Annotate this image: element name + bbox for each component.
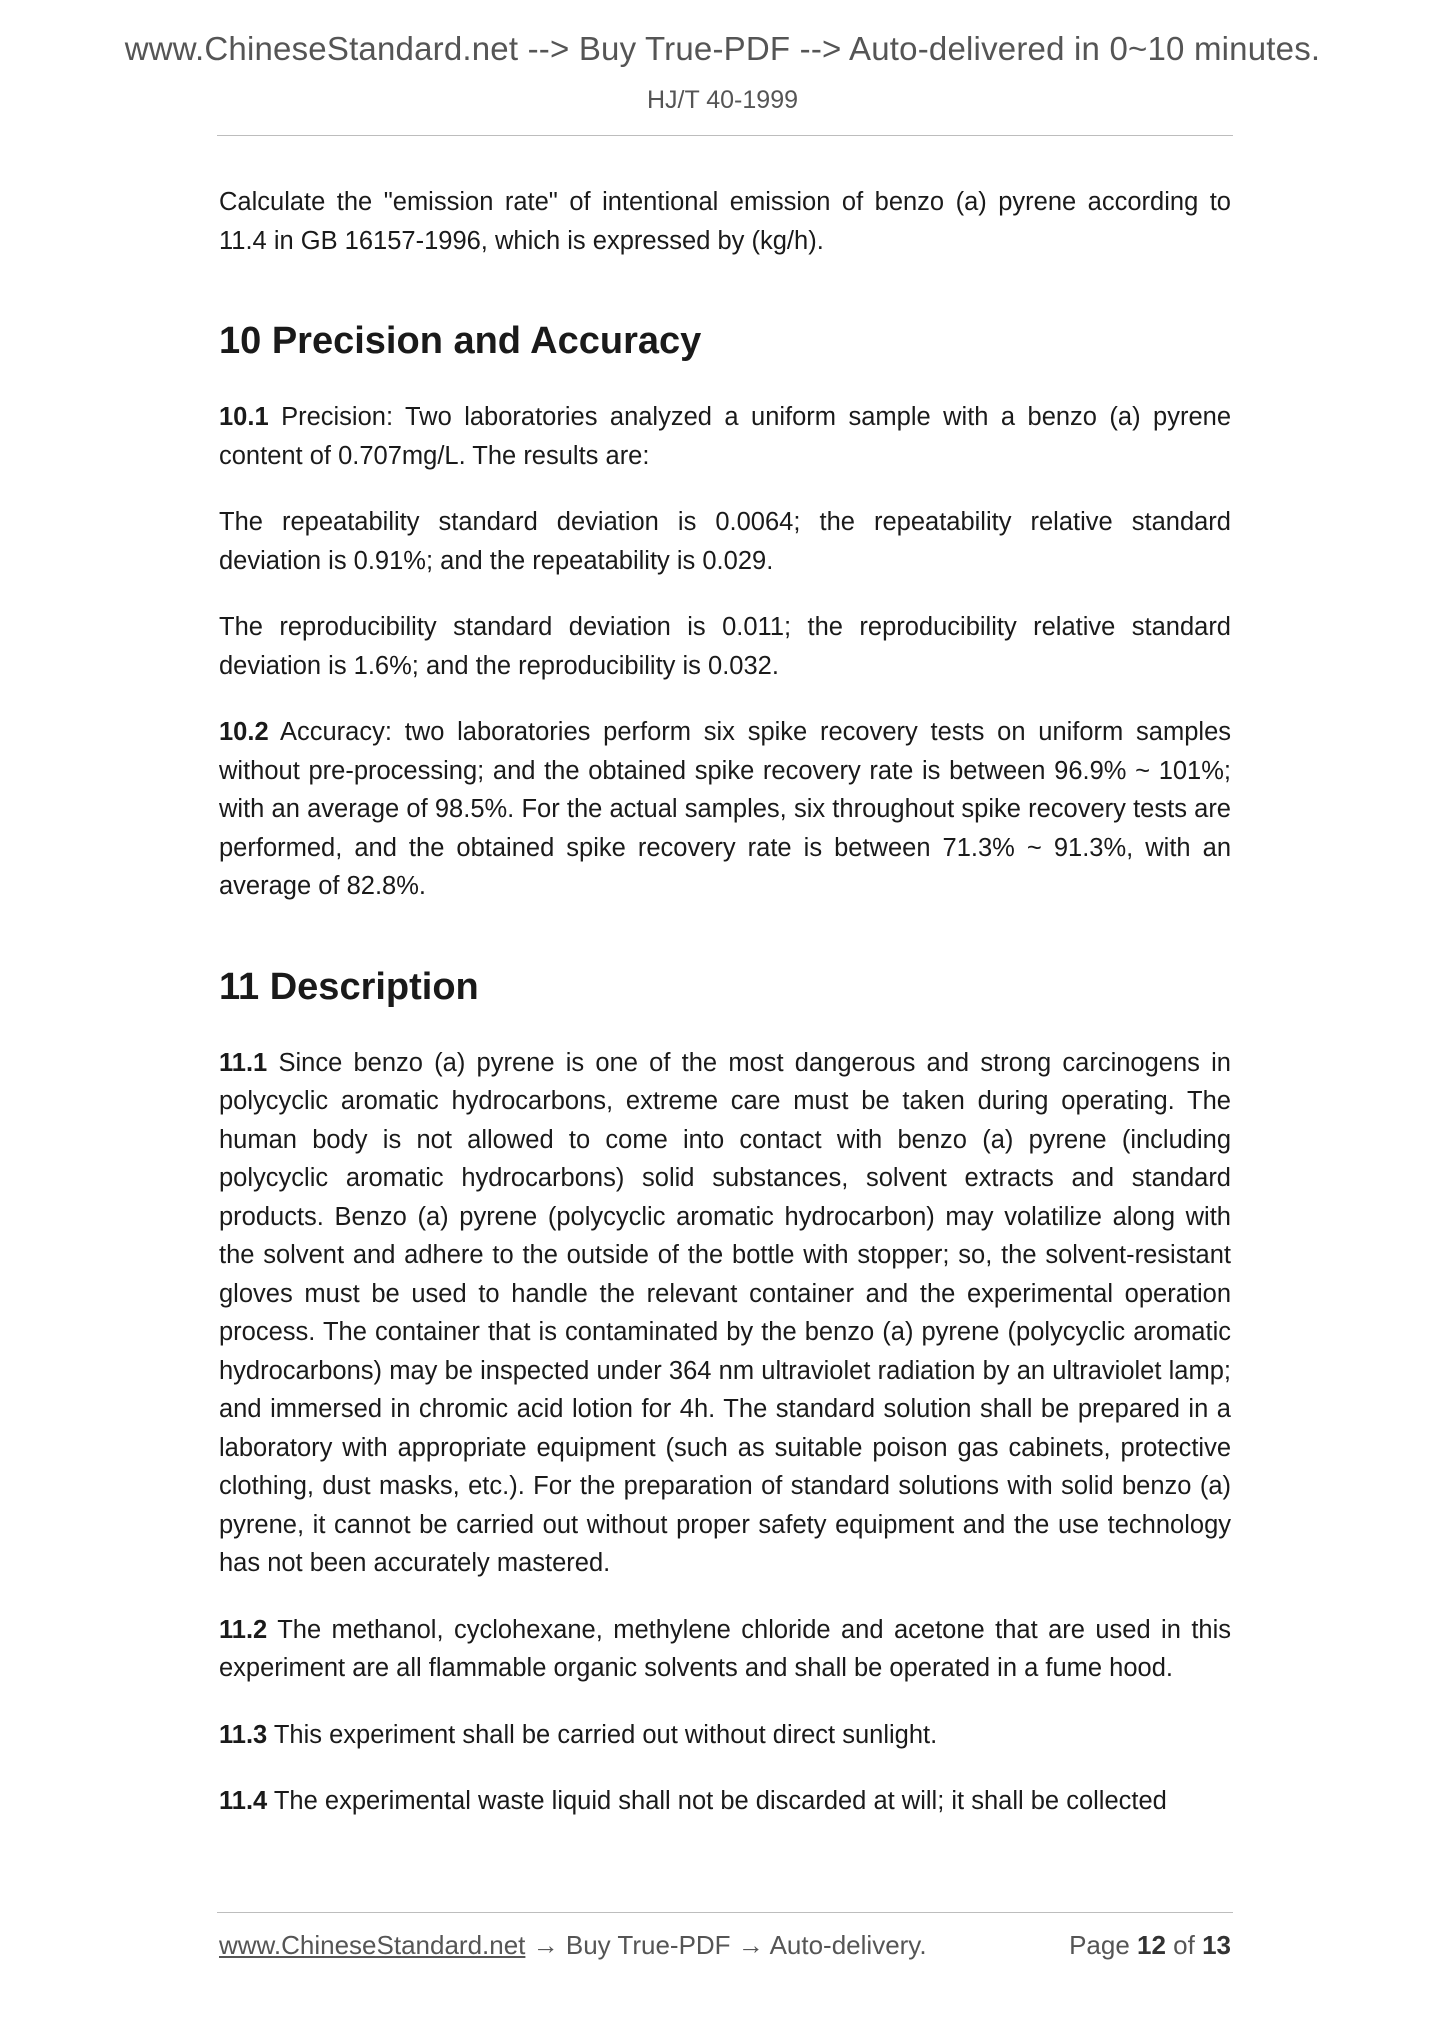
clause-number: 11.1 (219, 1048, 268, 1077)
clause-text: Precision: Two laboratories analyzed a uniform sample with a benzo (a) pyrene content of 0.707mg/L. The results are: (219, 403, 1231, 470)
clause-text: This experiment shall be carried out without direct sunlight. (267, 1720, 938, 1749)
paragraph-11-2 (219, 1611, 1231, 1688)
page-of: of (1165, 1930, 1203, 1960)
document-body (219, 183, 1231, 1849)
paragraph-11-3 (219, 1716, 1231, 1755)
clause-number: 10.2 (219, 718, 269, 746)
page-total: 13 (1202, 1930, 1231, 1960)
intro-paragraph: Calculate the "emission rate" of intentional emission of benzo (a) pyrene according to 11.4 in GB 16157-1996, which is expressed by (kg/h). (219, 188, 1231, 255)
paragraph-11-4 (219, 1782, 1231, 1821)
paragraph-11-1 (219, 1044, 1231, 1583)
clause-text: The experimental waste liquid shall not be discarded at will; it shall be collected (267, 1787, 1167, 1815)
page-current: 12 (1137, 1930, 1166, 1960)
paragraph-10-1 (219, 398, 1231, 475)
standard-code: HJ/T 40-1999 (646, 86, 798, 114)
header-divider (217, 135, 1233, 136)
clause-number: 11.4 (219, 1787, 268, 1815)
paragraph-10-2 (219, 713, 1231, 906)
clause-text: Since benzo (a) pyrene is one of the most dangerous and strong carcinogens in polycyclic aromatic hydrocarbons, extreme care must be taken during operating. The human body is not allowed to come into contact with benzo (a) pyrene (including polycyclic aromatic hydrocarbons) solid substances, solvent extracts and standard products. Benzo (a) pyrene (polycyclic aromatic hydrocarbon) may volatilize along with the solvent and adhere to the outside of the bottle with stopper; so, the solvent-resistant gloves must be used to handle the relevant container and the experimental operation process. The container that is contaminated by the benzo (a) pyrene (polycyclic aromatic hydrocarbons) may be inspected under 364 nm ultraviolet radiation by an ultraviolet lamp; and immersed in chromic acid lotion for 4h. The standard solution shall be prepared in a laboratory with appropriate equipment (such as suitable poison gas cabinets, protective clothing, dust masks, etc.). For the preparation of standard solutions with solid benzo (a) pyrene, it cannot be carried out without proper safety equipment and the use technology has not been accurately mastered. (219, 1048, 1231, 1577)
clause-text: The methanol, cyclohexane, methylene chloride and acetone that are used in this experiment are all flammable organic solvents and shall be operated in a fume hood. (219, 1615, 1231, 1682)
footer-tagline: → Buy True-PDF → Auto-delivery. (525, 1930, 927, 1960)
clause-number: 11.3 (219, 1720, 268, 1749)
page-number (1069, 1930, 1231, 1961)
paragraph-repeatability: The repeatability standard deviation is 0.0064; the repeatability relative standard deviation is 0.91%; and the repeatability is 0.029. (219, 508, 1231, 575)
clause-number: 11.2 (219, 1615, 268, 1644)
footer-site-link[interactable]: www.ChineseStandard.net (219, 1930, 526, 1960)
paragraph-reproducibility: The reproducibility standard deviation is 0.011; the reproducibility relative standard deviation is 1.6%; and the reproducibility is 0.032. (219, 613, 1231, 680)
top-banner: www.ChineseStandard.net --> Buy True-PDF --> Auto-delivered in 0~10 minutes. (124, 30, 1321, 67)
footer-divider (217, 1912, 1233, 1913)
page-label: Page (1069, 1930, 1138, 1960)
clause-number: 10.1 (219, 403, 269, 431)
section-10-heading: 10 Precision and Accuracy (219, 320, 702, 362)
section-11-heading: 11 Description (219, 965, 479, 1008)
clause-text: Accuracy: two laboratories perform six spike recovery tests on uniform samples without pre-processing; and the obtained spike recovery rate is between 96.9% ~ 101%; with an average of 98.5%. For the actual samples, six throughout spike recovery tests are performed, and the obtained spike recovery rate is between 71.3% ~ 91.3%, with an average of 82.8%. (219, 718, 1231, 900)
footer-left (219, 1930, 927, 1961)
